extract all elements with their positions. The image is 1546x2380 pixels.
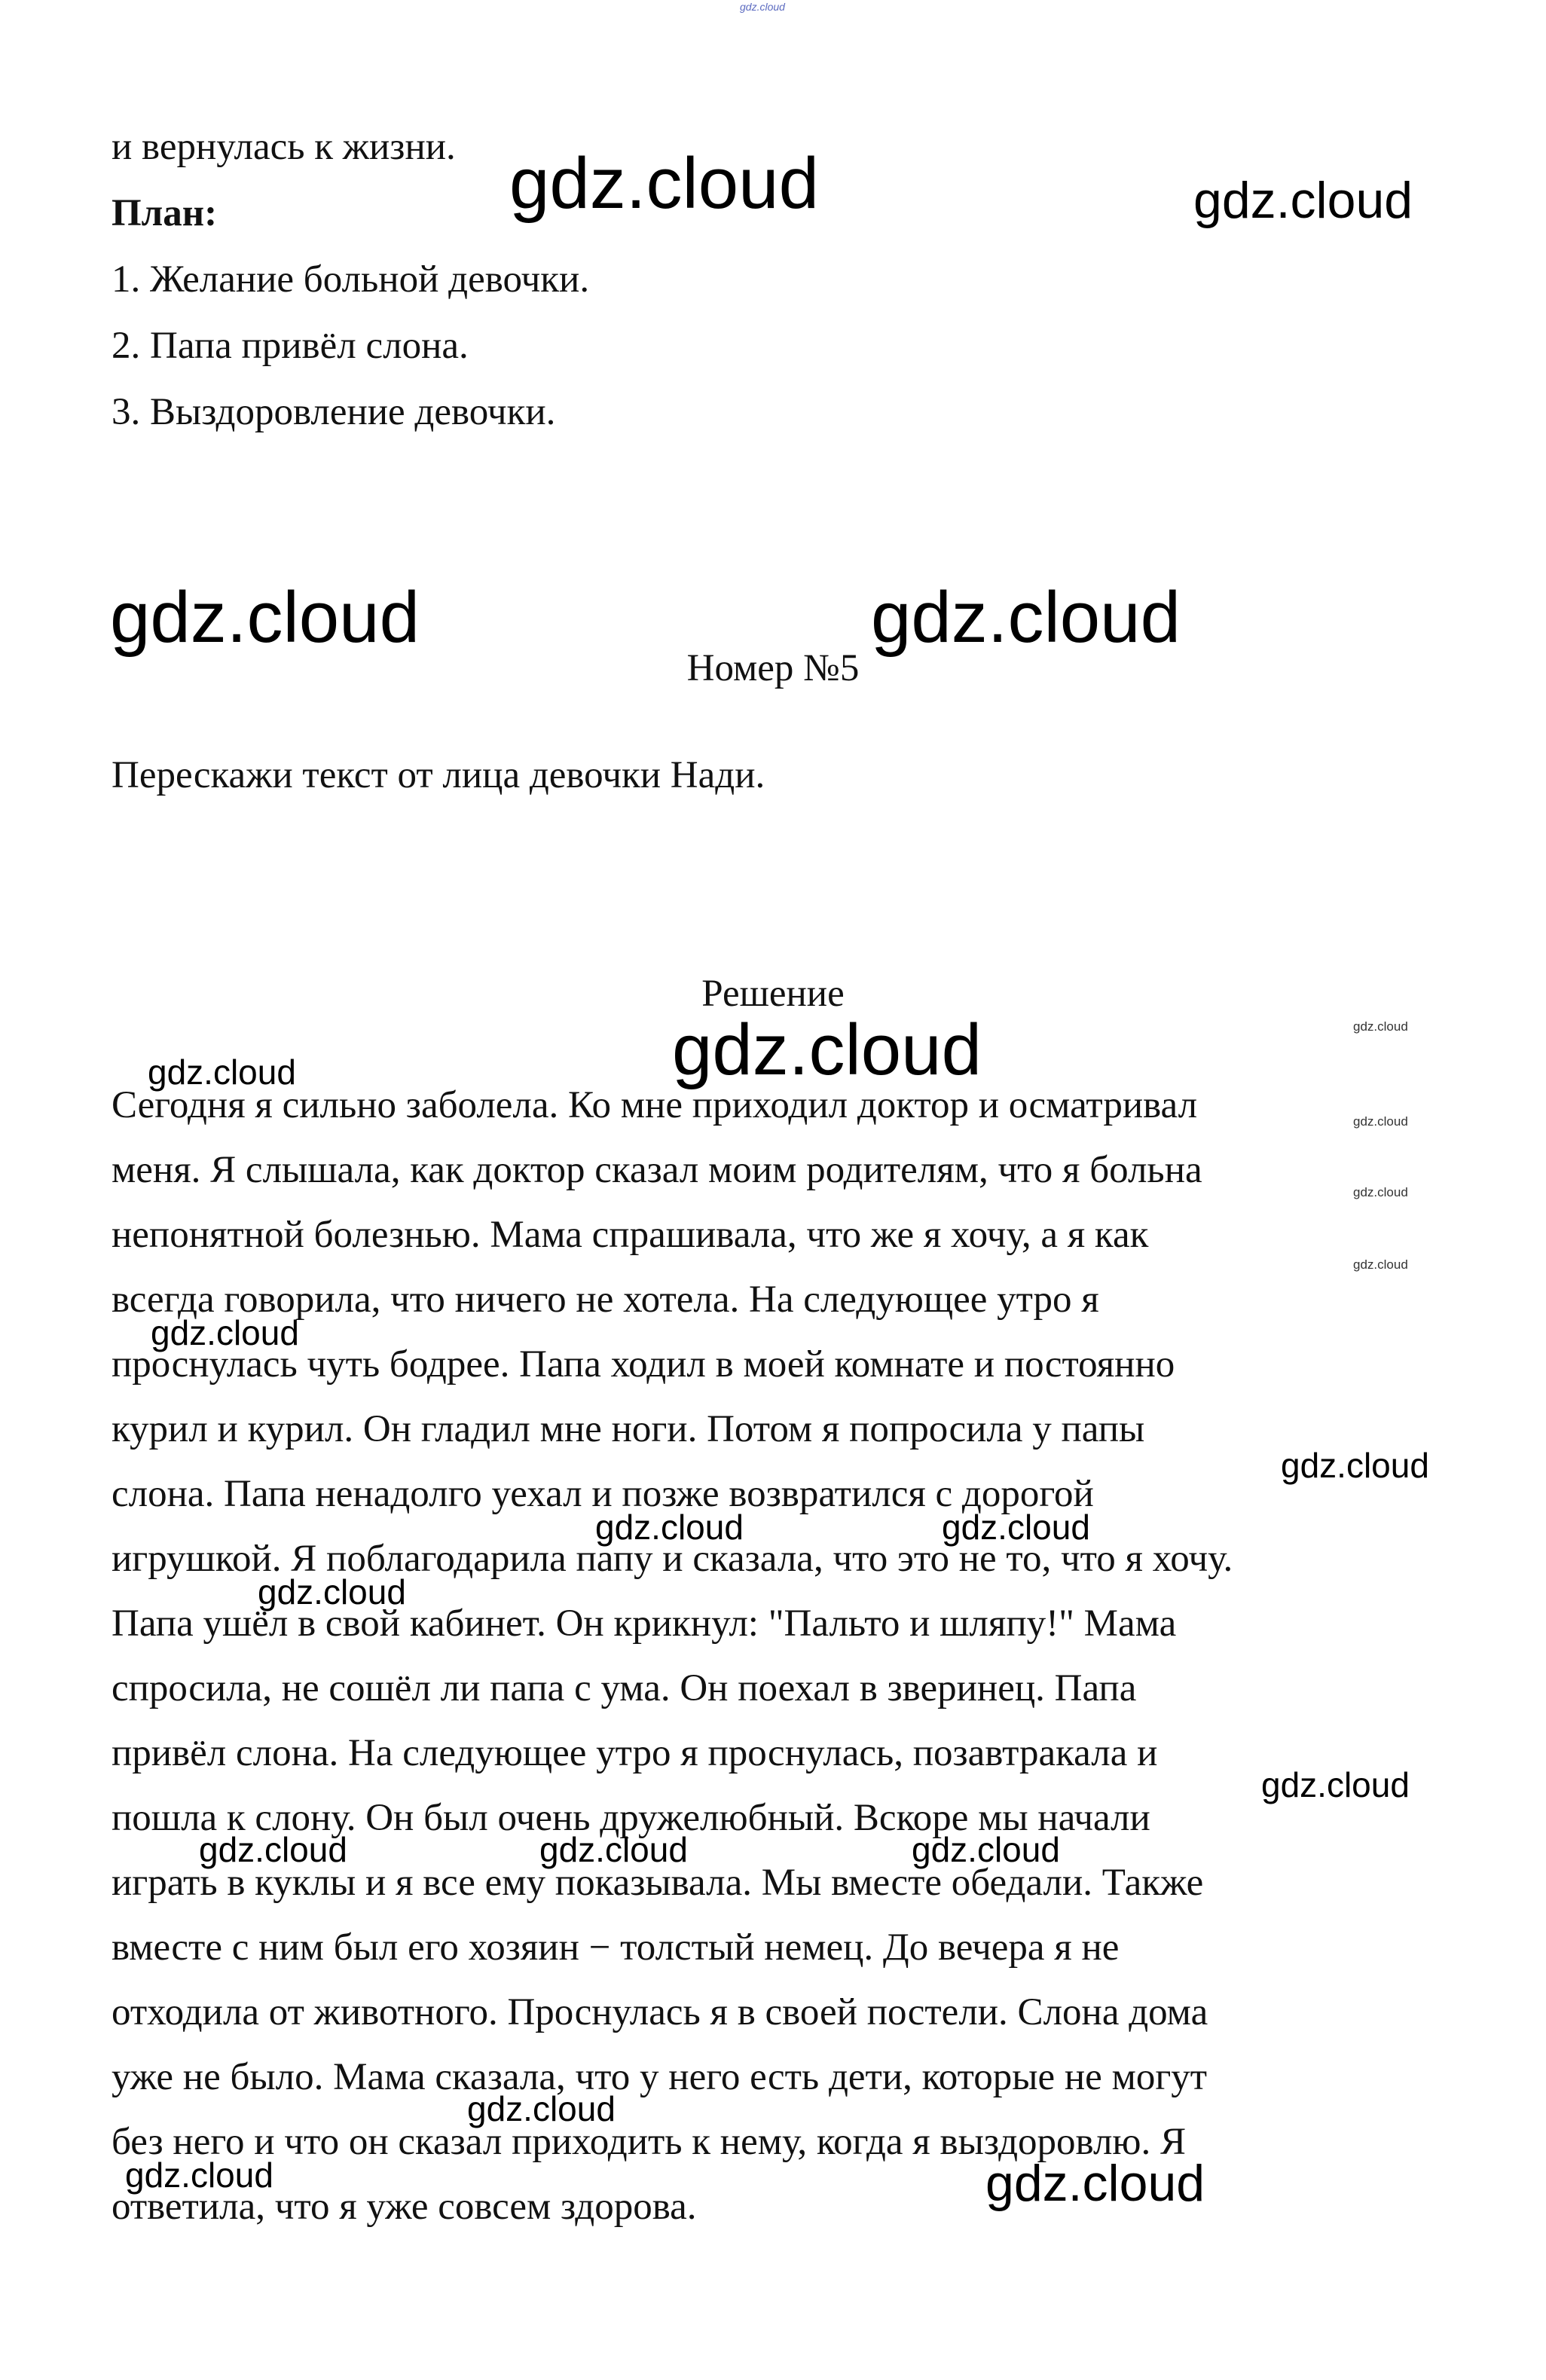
watermark: gdz.cloud xyxy=(509,143,819,224)
solution-line: отходила от животного. Проснулась я в своей постели. Слона дома xyxy=(112,1991,1208,2033)
watermark: gdz.cloud xyxy=(595,1508,744,1547)
solution-line: проснулась чуть бодрее. Папа ходил в моей комнате и постоянно xyxy=(112,1343,1175,1386)
watermark: gdz.cloud xyxy=(151,1313,299,1352)
watermark: gdz.cloud xyxy=(148,1053,296,1092)
watermark: gdz.cloud xyxy=(1353,1114,1408,1129)
solution-line: привёл слона. На следующее утро я проснулась, позавтракала и xyxy=(112,1732,1158,1774)
plan-item-2: 2. Папа привёл слона. xyxy=(112,325,469,367)
watermark: gdz.cloud xyxy=(672,1010,982,1090)
solution-line: Сегодня я сильно заболела. Ко мне приходил доктор и осматривал xyxy=(112,1084,1198,1126)
solution-body xyxy=(112,1073,1438,2239)
watermark: gdz.cloud xyxy=(912,1830,1060,1869)
task-prompt: Перескажи текст от лица девочки Нади. xyxy=(112,754,765,796)
watermark: gdz.cloud xyxy=(539,1830,688,1869)
intro-tail-line: и вернулась к жизни. xyxy=(112,126,456,168)
solution-line: всегда говорила, что ничего не хотела. На следующее утро я xyxy=(112,1279,1099,1321)
watermark: gdz.cloud xyxy=(110,577,420,658)
watermark: gdz.cloud xyxy=(258,1572,406,1612)
solution-line: играть в куклы и я все ему показывала. Мы вместе обедали. Также xyxy=(112,1862,1204,1904)
watermark: gdz.cloud xyxy=(1353,1257,1408,1272)
task-number: Номер №5 xyxy=(686,647,860,689)
watermark: gdz.cloud xyxy=(1281,1446,1429,1485)
plan-item-3: 3. Выздоровление девочки. xyxy=(112,391,556,433)
solution-line: спросила, не сошёл ли папа с ума. Он поехал в зверинец. Папа xyxy=(112,1667,1137,1709)
solution-line: непонятной болезнью. Мама спрашивала, что же я хочу, а я как xyxy=(112,1214,1149,1256)
solution-line: курил и курил. Он гладил мне ноги. Потом я попросила у папы xyxy=(112,1408,1145,1450)
solution-line: уже не было. Мама сказала, что у него есть дети, которые не могут xyxy=(112,2056,1208,2098)
watermark: gdz.cloud xyxy=(871,577,1181,658)
header-watermark: gdz.cloud xyxy=(740,1,785,13)
solution-title: Решение xyxy=(701,973,845,1015)
solution-line: игрушкой. Я поблагодарила папу и сказала, что это не то, что я хочу. xyxy=(112,1538,1233,1580)
watermark: gdz.cloud xyxy=(1261,1765,1410,1804)
watermark: gdz.cloud xyxy=(1353,1185,1408,1199)
solution-line: слона. Папа ненадолго уехал и позже возвратился с дорогой xyxy=(112,1473,1094,1515)
watermark: gdz.cloud xyxy=(467,2089,616,2128)
plan-title: План: xyxy=(112,192,218,234)
solution-line: пошла к слону. Он был очень дружелюбный. Вскоре мы начали xyxy=(112,1797,1150,1839)
watermark: gdz.cloud xyxy=(125,2155,273,2195)
plan-item-1: 1. Желание больной девочки. xyxy=(112,258,590,301)
watermark: gdz.cloud xyxy=(985,2155,1205,2212)
solution-line: вместе с ним был его хозяин − толстый немец. До вечера я не xyxy=(112,1926,1120,1969)
watermark: gdz.cloud xyxy=(942,1508,1090,1547)
watermark: gdz.cloud xyxy=(1353,1019,1408,1034)
solution-line: Папа ушёл в свой кабинет. Он крикнул: "Пальто и шляпу!" Мама xyxy=(112,1602,1177,1645)
watermark: gdz.cloud xyxy=(1193,172,1413,229)
solution-line: меня. Я слышала, как доктор сказал моим родителям, что я больна xyxy=(112,1149,1202,1191)
solution-line: ответила, что я уже совсем здорова. xyxy=(112,2186,697,2228)
watermark: gdz.cloud xyxy=(199,1830,347,1869)
solution-line: без него и что он сказал приходить к нему, когда я выздоровлю. Я xyxy=(112,2121,1187,2163)
